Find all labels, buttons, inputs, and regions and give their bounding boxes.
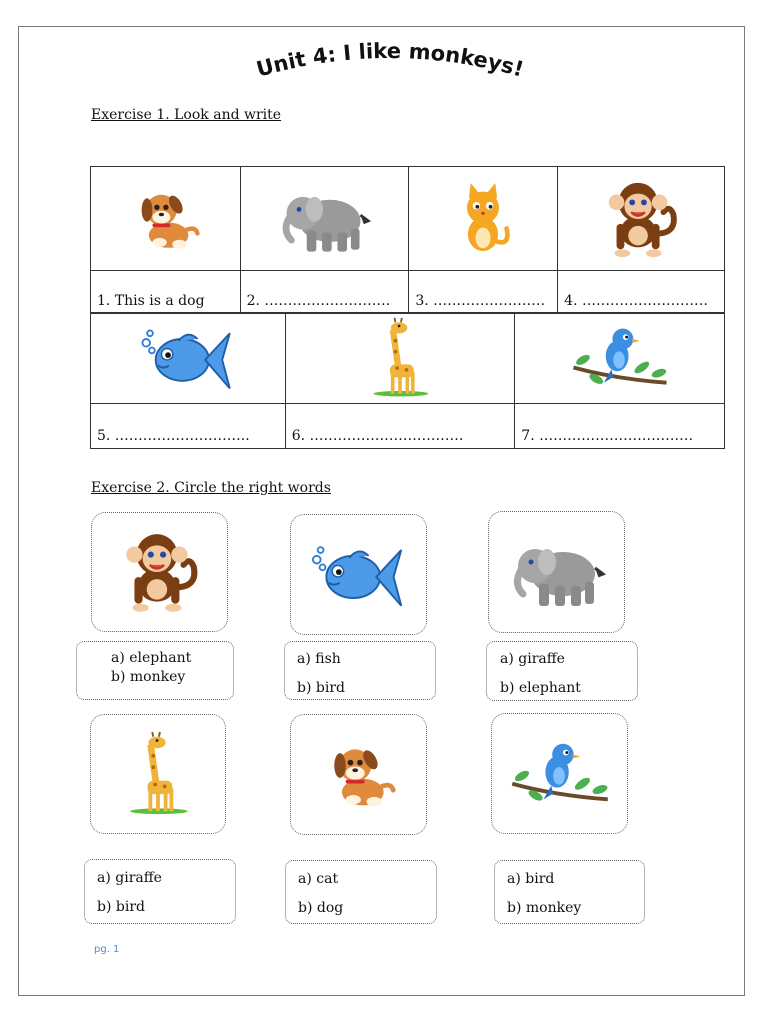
page-number: pg. 1: [94, 944, 120, 955]
giraffe-icon: [123, 731, 193, 817]
fish-icon: [140, 320, 236, 396]
option-a[interactable]: a) giraffe: [97, 870, 162, 886]
option-b[interactable]: b) monkey: [111, 669, 186, 685]
dog-icon: [321, 737, 397, 813]
cell-giraffe-image: [285, 313, 515, 404]
page-title: [240, 40, 540, 86]
giraffe-icon: [368, 316, 432, 400]
cell-cat-image: [409, 167, 558, 271]
option-b[interactable]: b) dog: [298, 900, 344, 916]
option-a[interactable]: a) bird: [507, 871, 555, 887]
option-a[interactable]: a) cat: [298, 871, 339, 887]
elephant-icon: [276, 180, 372, 258]
cell-dog-image: [91, 167, 241, 271]
bird-icon: [566, 320, 674, 396]
cell-monkey-image: [558, 167, 725, 271]
answer-7[interactable]: 7. ……………………………: [515, 404, 725, 449]
answer-4[interactable]: 4. ………………………: [558, 271, 725, 314]
answer-1[interactable]: 1. This is a dog: [91, 271, 241, 314]
elephant-icon: [507, 531, 607, 613]
page-title-text: [240, 40, 540, 86]
monkey-icon: [597, 175, 685, 263]
ex2-options-3: [486, 641, 638, 701]
cell-bird-image: [515, 313, 725, 404]
cell-elephant-image: [240, 167, 409, 271]
option-a[interactable]: a) giraffe: [500, 651, 565, 667]
ex2-options-1: [76, 641, 234, 700]
ex2-picture-2: [290, 514, 427, 635]
ex2-picture-5: [290, 714, 427, 835]
answer-2[interactable]: 2. ………………………: [240, 271, 409, 314]
bird-icon: [505, 735, 615, 813]
svg-text:Unit 4: I like monkeys!: Unit 4: I like monkeys!: [253, 38, 527, 82]
ex2-picture-6: [491, 713, 628, 834]
option-a[interactable]: a) fish: [297, 651, 341, 667]
answer-6[interactable]: 6. ……………………………: [285, 404, 515, 449]
exercise1-grid-row2: [90, 312, 725, 449]
cell-fish-image: [91, 313, 286, 404]
ex2-options-4: [84, 859, 236, 924]
fish-icon: [311, 533, 407, 617]
ex2-options-6: [494, 860, 645, 924]
exercise2-heading: Exercise 2. Circle the right words: [91, 480, 331, 496]
exercise1-grid-row1: [90, 166, 725, 314]
dog-icon: [129, 183, 201, 255]
option-b[interactable]: b) bird: [97, 899, 145, 915]
option-b[interactable]: b) bird: [297, 680, 345, 696]
monkey-icon: [114, 526, 206, 618]
exercise1-heading: Exercise 1. Look and write: [91, 107, 282, 123]
answer-5[interactable]: 5. ………………………..: [91, 404, 286, 449]
cat-icon: [450, 180, 516, 258]
option-b[interactable]: b) monkey: [507, 900, 582, 916]
ex2-options-5: [285, 860, 437, 924]
option-a[interactable]: a) elephant: [111, 650, 192, 666]
ex2-options-2: [284, 641, 436, 700]
ex2-picture-4: [90, 714, 226, 834]
ex2-picture-1: [91, 512, 228, 632]
answer-3[interactable]: 3. ……………………: [409, 271, 558, 314]
option-b[interactable]: b) elephant: [500, 680, 581, 696]
ex2-picture-3: [488, 511, 625, 633]
